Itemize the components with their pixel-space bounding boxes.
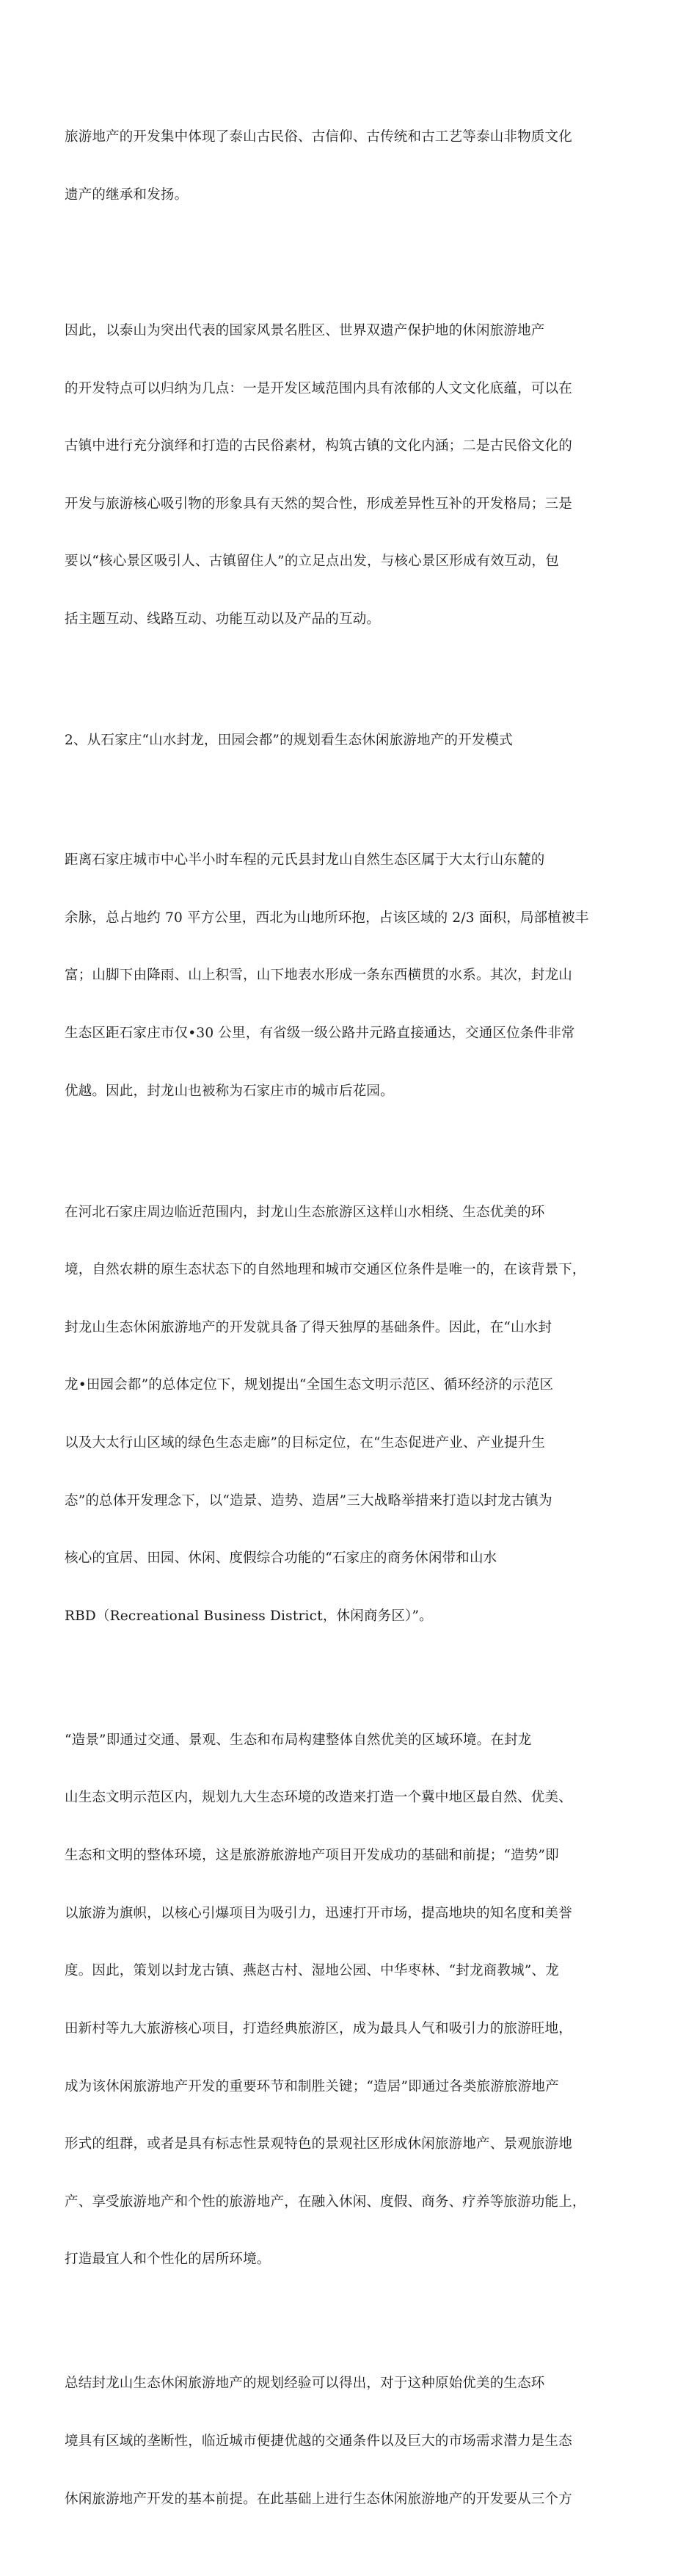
text-line: 要以“核心景区吸引人、古镇留住人”的立足点出发，与核心景区形成有效互动，包	[65, 554, 559, 570]
text-line: 以旅游为旗帜，以核心引爆项目为吸引力，迅速打开市场，提高地块的知名度和美誉	[65, 1905, 572, 1921]
text-line: 形式的组群，或者是具有标志性景观特色的景观社区形成休闲旅游地产、景观旅游地	[65, 2136, 572, 2152]
text-line: 2、从石家庄“山水封龙，田园会都”的规划看生态休闲旅游地产的开发模式	[65, 733, 513, 749]
paragraph-4	[65, 1164, 637, 1664]
text-line: 生态区距石家庄市仅•30 公里，有省级一级公路井元路直接通达，交通区位条件非常	[65, 1025, 575, 1041]
text-line: 度。因此，策划以封龙古镇、燕赵古村、湿地公园、中华枣林、“封龙商教城”、龙	[65, 1963, 559, 1979]
text-line: 余脉，总占地约 70 平方公里，西北为山地所环抱，占该区域的 2/3 面积，局部植被丰	[65, 910, 589, 926]
text-line: 打造最宜人和个性化的居所环境。	[65, 2252, 271, 2268]
paragraph-1	[65, 90, 637, 244]
text-line: “造景”即通过交通、景观、生态和布局构建整体自然优美的区域环境。在封龙	[65, 1732, 532, 1748]
text-line: 的开发特点可以归纳为几点：一是开发区域范围内具有浓郁的人文文化底蕴，可以在	[65, 380, 572, 396]
text-line: 龙•田园会都”的总体定位下，规划提出“全国生态文明示范区、循环经济的示范区	[65, 1377, 554, 1393]
document-page	[65, 90, 637, 2576]
text-line: 境具有区域的垄断性，临近城市便捷优越的交通条件以及巨大的市场需求潜力是生态	[65, 2433, 572, 2449]
paragraph-5	[65, 1692, 637, 2308]
text-line: 山生态文明示范区内，规划九大生态环境的改造来打造一个冀中地区最自然、优美、	[65, 1790, 572, 1806]
text-line: 因此，以泰山为突出代表的国家风景名胜区、世界双遗产保护地的休闲旅游地产	[65, 323, 545, 339]
text-line: 休闲旅游地产开发的基本前提。在此基础上进行生态休闲旅游地产的开发要从三个方	[65, 2491, 572, 2507]
text-line: 以及大太行山区域的绿色生态走廊”的目标定位，在“生态促进产业、产业提升生	[65, 1435, 546, 1451]
section-heading	[65, 693, 637, 789]
text-line: 产、享受旅游地产和个性的旅游地产，在融入休闲、度假、商务、疗养等旅游功能上，	[65, 2194, 586, 2210]
text-line: 古镇中进行充分演绎和打造的古民俗素材，构筑古镇的文化内涵；二是古民俗文化的	[65, 438, 572, 454]
text-line: 优越。因此，封龙山也被称为石家庄市的城市后花园。	[65, 1083, 394, 1099]
text-line: 开发与旅游核心吸引物的形象具有天然的契合性，形成差异性互补的开发格局；三是	[65, 496, 572, 512]
paragraph-2	[65, 283, 637, 668]
text-line: 生态和文明的整体环境，这是旅游旅游地产项目开发成功的基础和前提；“造势”即	[65, 1848, 559, 1864]
text-line: 核心的宜居、田园、休闲、度假综合功能的“石家庄的商务休闲带和山水	[65, 1550, 497, 1567]
text-line: RBD（Recreational Business District，休闲商务区）”。	[65, 1608, 433, 1624]
text-line: 田新村等九大旅游核心项目，打造经典旅游区，成为最具人气和吸引力的旅游旺地，	[65, 2020, 572, 2036]
text-line: 成为该休闲旅游地产开发的重要环节和制胜关键；“造居”即通过各类旅游旅游地产	[65, 2078, 559, 2094]
text-line: 态”的总体开发理念下，以“造景、造势、造居”三大战略举措来打造以封龙古镇为	[65, 1492, 552, 1509]
text-line: 境，自然农耕的原生态状态下的自然地理和城市交通区位条件是唯一的，在该背景下，	[65, 1262, 586, 1278]
text-line: 距离石家庄城市中心半小时车程的元氏县封龙山自然生态区属于大太行山东麓的	[65, 852, 545, 868]
text-line: 总结封龙山生态休闲旅游地产的规划经验可以得出，对于这种原始优美的生态环	[65, 2376, 545, 2392]
paragraph-3	[65, 813, 637, 1139]
paragraph-6	[65, 2336, 637, 2547]
text-line: 遗产的继承和发扬。	[65, 187, 189, 203]
text-line: 封龙山生态休闲旅游地产的开发就具备了得天独厚的基础条件。因此，在“山水封	[65, 1319, 552, 1335]
text-line: 富；山脚下由降雨、山上积雪，山下地表水形成一条东西横贯的水系。其次，封龙山	[65, 968, 572, 984]
text-line: 在河北石家庄周边临近范围内，封龙山生态旅游区这样山水相绕、生态优美的环	[65, 1204, 545, 1220]
text-line: 括主题互动、线路互动、功能互动以及产品的互动。	[65, 612, 381, 628]
text-line: 旅游地产的开发集中体现了泰山古民俗、古信仰、古传统和古工艺等泰山非物质文化	[65, 129, 572, 145]
